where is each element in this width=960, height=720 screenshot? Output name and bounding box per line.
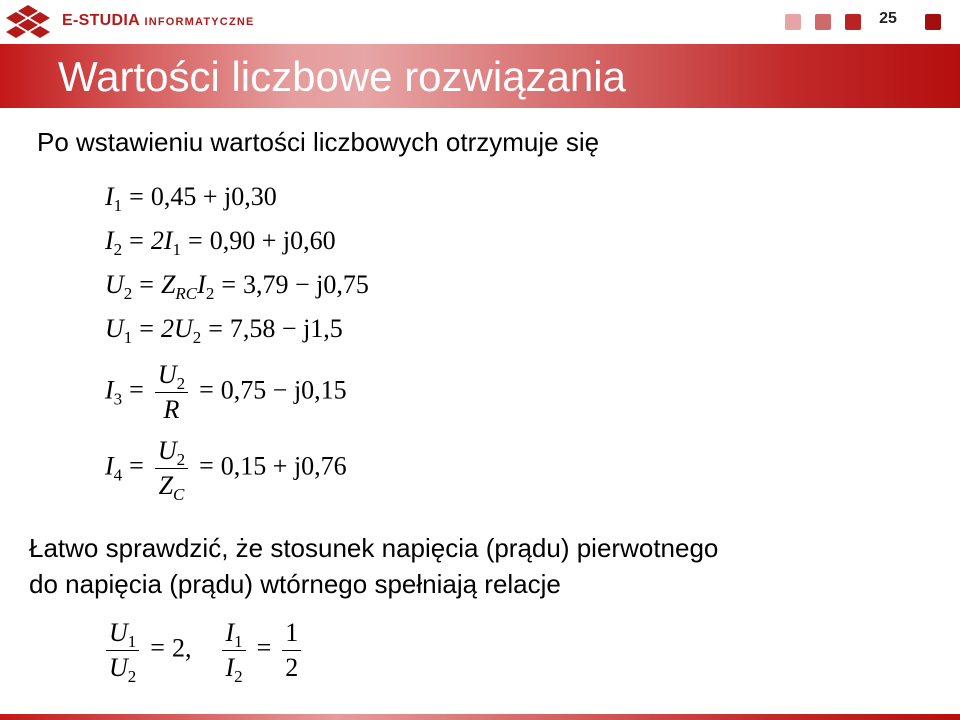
equation-ratios: $\frac{U_1}{U_2}$ = 2, $\frac{I_1}{I_2}$ = $\frac{1}{2}$: [102, 616, 305, 685]
page-number: 25: [879, 10, 897, 27]
eq2-mid-sub: 1: [172, 240, 182, 259]
brand-name: [62, 12, 255, 30]
bottom-bar: [0, 714, 960, 720]
ratio2-value-fraction: [282, 616, 301, 685]
eq2-mid: 2I: [150, 226, 173, 255]
brand-sub: INFORMATYCZNE: [144, 16, 255, 28]
decor-square-1: [785, 14, 801, 30]
eq6-den-sub: C: [173, 485, 185, 504]
eq3-z-sub: RC: [175, 284, 198, 303]
ratio1-num-sub: 1: [127, 632, 137, 651]
eq1-lhs: I: [105, 182, 114, 211]
eq6-den: Z: [158, 471, 174, 500]
eq4-mid-sub: 2: [192, 328, 202, 347]
eq5-rhs: 0,75 − j0,15: [220, 375, 347, 405]
ratio1-den-sub: 2: [127, 667, 137, 686]
body-paragraph: [29, 530, 718, 602]
eq5-lhs: I: [105, 375, 114, 405]
eq5-lhs-sub: 3: [113, 389, 123, 409]
eq2-rhs: 0,90 + j0,60: [209, 226, 336, 255]
slide-title: Wartości liczbowe rozwiązania: [58, 53, 626, 100]
eq3-lhs-sub: 2: [123, 284, 133, 303]
eq3-rhs: 3,79 − j0,75: [243, 270, 369, 299]
equation-u2: $U_2 = Z_{RC}I_2 = 3,79 - j0,75$: [105, 270, 369, 303]
ratio1-fraction: [106, 616, 139, 685]
ratio1-value: 2,: [171, 633, 192, 663]
eq6-lhs-sub: 4: [113, 465, 123, 485]
ratio1-num: U: [109, 618, 128, 647]
eq3-z: Z: [160, 270, 176, 299]
eq5-num-sub: 2: [176, 374, 186, 393]
logo-icon: [2, 3, 54, 39]
eq6-fraction: [155, 434, 188, 503]
ratio2-den: I: [225, 653, 235, 682]
eq1-lhs-sub: 1: [113, 196, 123, 215]
eq3-lhs: U: [105, 270, 124, 299]
equation-i3: $I_3$ = $\frac{U_2}{R}$ = 0,75 − j0,15: [105, 358, 347, 427]
eq4-rhs: 7,58 − j1,5: [229, 314, 343, 343]
eq6-num: U: [157, 436, 177, 465]
eq2-lhs-sub: 2: [113, 240, 123, 259]
decor-square-2: [815, 14, 831, 30]
eq5-num: U: [157, 360, 177, 389]
intro-text: Po wstawieniu wartości liczbowych otrzymuje się: [37, 127, 600, 157]
eq4-mid: 2U: [160, 314, 193, 343]
equation-i1: $I_1 = 0,45 + j0,30$: [105, 182, 277, 215]
ratio2-value-den: 2: [285, 653, 299, 682]
equation-i4: $I_4$ = $\frac{U_2}{Z_C}$ = 0,15 + j0,76: [105, 436, 347, 504]
eq3-i: I: [197, 270, 206, 299]
decor-square-3: [845, 14, 861, 30]
eq6-rhs: 0,15 + j0,76: [220, 451, 347, 481]
eq4-lhs: U: [105, 314, 124, 343]
paragraph-line-2: do napięcia (prądu) wtórnego spełniają relacje: [29, 569, 561, 599]
eq5-den: R: [163, 395, 180, 424]
ratio2-value-num: 1: [285, 618, 299, 647]
ratio2-num-sub: 1: [234, 632, 243, 651]
eq5-fraction: [155, 358, 188, 427]
paragraph-line-1: Łatwo sprawdzić, że stosunek napięcia (prądu) pierwotnego: [29, 533, 719, 563]
eq4-lhs-sub: 1: [123, 328, 133, 347]
ratio1-den: U: [109, 653, 128, 682]
eq3-i-sub: 2: [205, 284, 215, 303]
eq6-num-sub: 2: [176, 450, 186, 469]
eq2-lhs: I: [105, 226, 114, 255]
ratio2-fraction: [222, 616, 245, 685]
eq1-rhs: 0,45 + j0,30: [150, 182, 277, 211]
equation-u1: $U_1 = 2U_2 = 7,58 - j1,5$: [105, 314, 343, 347]
brand-main: E-STUDIA: [62, 12, 140, 29]
equation-i2: $I_2 = 2I_1 = 0,90 + j0,60$: [105, 226, 336, 259]
ratio2-num: I: [225, 618, 235, 647]
eq6-lhs: I: [105, 451, 114, 481]
decor-square-4: [925, 14, 941, 30]
ratio2-den-sub: 2: [234, 667, 243, 686]
